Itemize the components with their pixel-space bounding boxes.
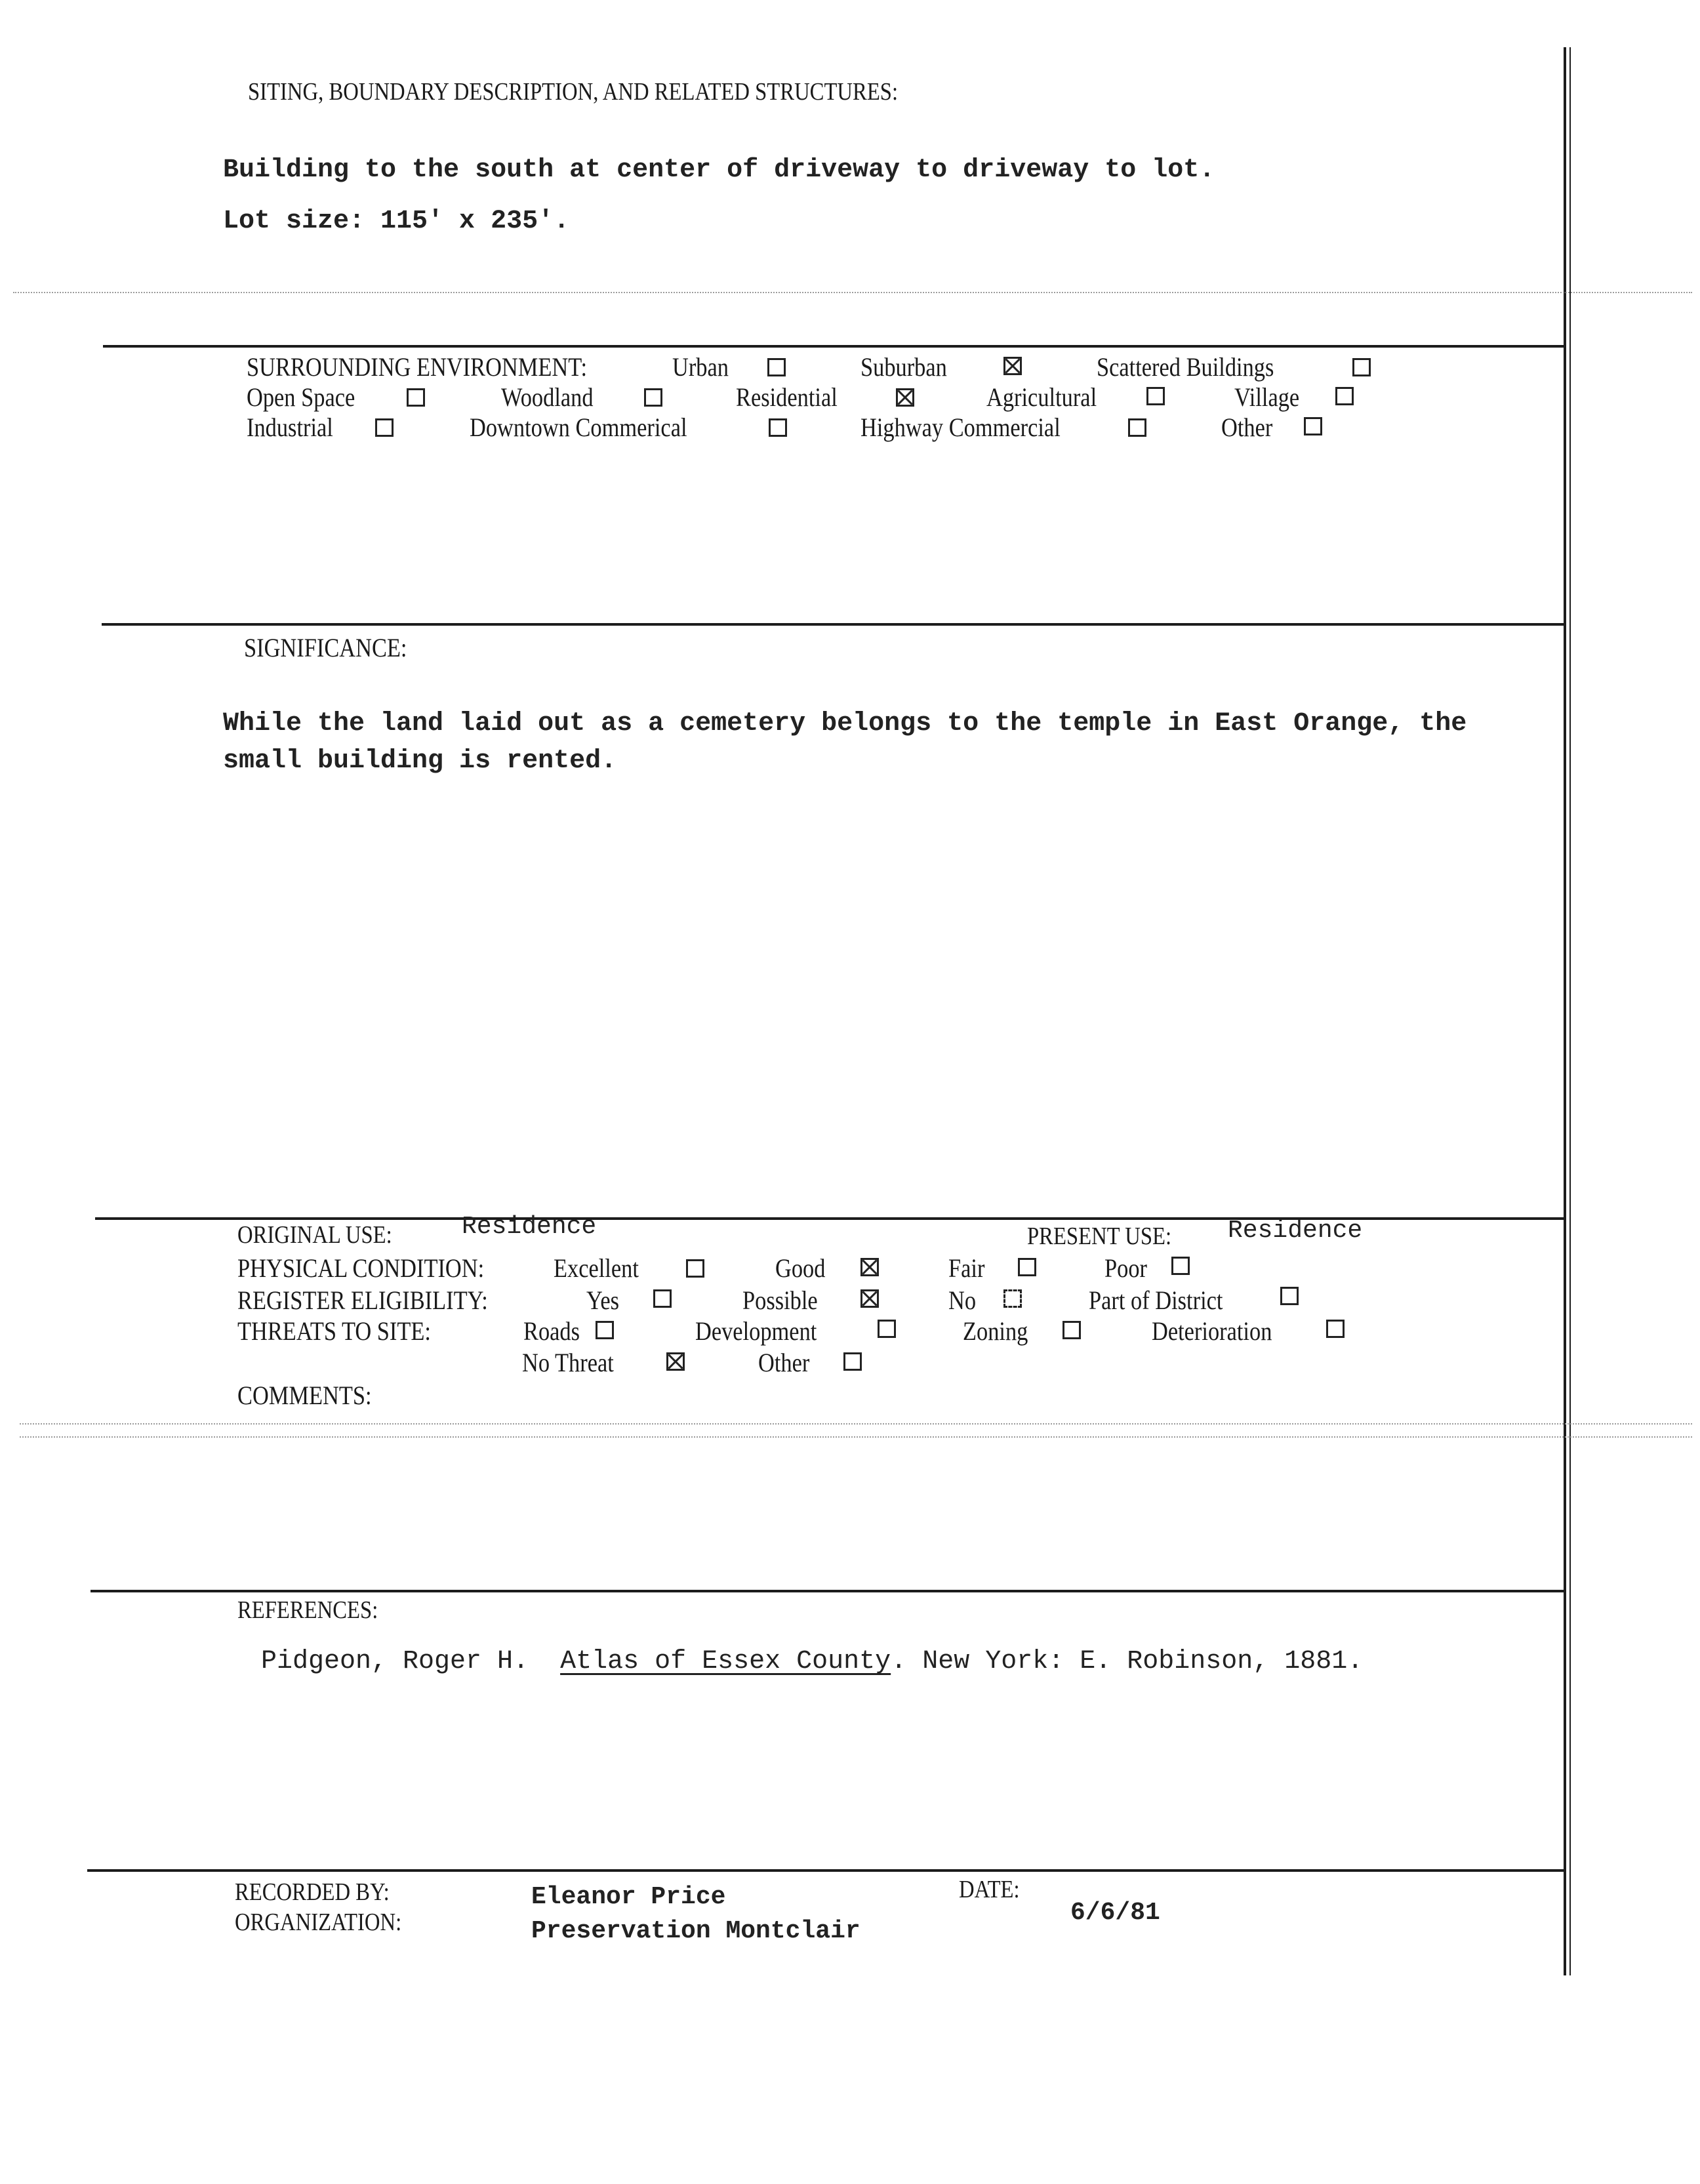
env-option-highway-checkbox[interactable] <box>1128 418 1146 437</box>
faint-dotted-line <box>20 1436 1692 1438</box>
significance-line-2: small building is rented. <box>223 746 617 776</box>
divider-environment <box>103 345 1565 348</box>
reference-publisher: . New York: E. Robinson, 1881. <box>891 1647 1364 1676</box>
faint-dotted-line <box>20 1423 1692 1425</box>
eligibility-part-of-district-label: Part of District <box>1089 1285 1223 1315</box>
recorded-by-value: Eleanor Price <box>531 1883 726 1911</box>
env-option-scattered-checkbox[interactable] <box>1352 358 1371 376</box>
threat-roads-checkbox[interactable] <box>596 1321 614 1339</box>
present-use-label: PRESENT USE: <box>1027 1223 1172 1250</box>
original-use-label: ORIGINAL USE: <box>237 1221 392 1249</box>
env-option-suburban-checkbox[interactable] <box>1003 357 1022 375</box>
threat-development-label: Development <box>695 1316 817 1346</box>
recorded-by-label: RECORDED BY: <box>235 1878 390 1906</box>
env-option-residential-label: Residential <box>736 382 838 412</box>
threat-roads-label: Roads <box>523 1316 580 1346</box>
env-option-village-label: Village <box>1234 382 1300 412</box>
eligibility-possible-checkbox[interactable] <box>860 1289 879 1308</box>
env-option-other-checkbox[interactable] <box>1304 417 1322 435</box>
condition-good-checkbox[interactable] <box>860 1258 879 1276</box>
threat-no-threat-label: No Threat <box>522 1348 614 1377</box>
threat-deterioration-label: Deterioration <box>1152 1316 1272 1346</box>
references-heading: REFERENCES: <box>237 1596 378 1624</box>
condition-poor-checkbox[interactable] <box>1171 1257 1190 1275</box>
present-use-value: Residence <box>1228 1217 1363 1245</box>
comments-label: COMMENTS: <box>237 1381 372 1410</box>
env-option-urban-label: Urban <box>672 352 729 382</box>
threat-zoning-label: Zoning <box>963 1316 1028 1346</box>
threats-label: THREATS TO SITE: <box>237 1316 431 1346</box>
env-option-residential-checkbox[interactable] <box>896 388 914 407</box>
organization-label: ORGANIZATION: <box>235 1909 402 1936</box>
threat-development-checkbox[interactable] <box>878 1320 896 1338</box>
env-option-agricultural-checkbox[interactable] <box>1146 387 1165 405</box>
condition-label: PHYSICAL CONDITION: <box>237 1253 485 1283</box>
eligibility-no-label: No <box>948 1285 977 1315</box>
divider-significance <box>102 623 1565 626</box>
condition-fair-label: Fair <box>948 1253 985 1283</box>
env-option-agricultural-label: Agricultural <box>986 382 1097 412</box>
siting-heading: SITING, BOUNDARY DESCRIPTION, AND RELATED STRUCTURES: <box>248 78 899 106</box>
env-option-woodland-checkbox[interactable] <box>644 388 662 407</box>
condition-excellent-label: Excellent <box>554 1253 639 1283</box>
eligibility-possible-label: Possible <box>742 1285 818 1315</box>
env-option-village-checkbox[interactable] <box>1335 387 1354 405</box>
eligibility-no-checkbox[interactable] <box>1003 1289 1022 1308</box>
threat-deterioration-checkbox[interactable] <box>1326 1320 1345 1338</box>
env-option-scattered-label: Scattered Buildings <box>1097 352 1274 382</box>
env-option-industrial-label: Industrial <box>247 413 333 442</box>
env-option-urban-checkbox[interactable] <box>767 358 786 376</box>
env-option-industrial-checkbox[interactable] <box>375 418 394 437</box>
eligibility-part-of-district-checkbox[interactable] <box>1280 1287 1299 1305</box>
threat-other-checkbox[interactable] <box>843 1352 862 1371</box>
original-use-value: Residence <box>462 1213 597 1241</box>
env-option-open-space-label: Open Space <box>247 382 355 412</box>
divider-recorded <box>87 1869 1565 1872</box>
environment-heading: SURROUNDING ENVIRONMENT: <box>247 352 588 382</box>
significance-line-1: While the land laid out as a cemetery belongs to the temple in East Orange, the <box>223 709 1467 738</box>
threat-other-label: Other <box>758 1348 810 1377</box>
date-value: 6/6/81 <box>1070 1899 1160 1927</box>
significance-heading: SIGNIFICANCE: <box>244 633 407 662</box>
condition-fair-checkbox[interactable] <box>1018 1258 1036 1276</box>
condition-poor-label: Poor <box>1104 1253 1147 1283</box>
condition-good-label: Good <box>775 1253 826 1283</box>
faint-dotted-line <box>13 292 1692 293</box>
right-border-inner <box>1569 47 1571 1975</box>
eligibility-label: REGISTER ELIGIBILITY: <box>237 1285 488 1315</box>
siting-line-2: Lot size: 115' x 235'. <box>223 207 570 236</box>
right-border-outer <box>1564 47 1566 1975</box>
env-option-highway-label: Highway Commercial <box>860 413 1061 442</box>
env-option-suburban-label: Suburban <box>860 352 947 382</box>
env-option-downtown-checkbox[interactable] <box>769 418 787 437</box>
eligibility-yes-checkbox[interactable] <box>653 1289 672 1308</box>
env-option-other-label: Other <box>1221 413 1273 442</box>
eligibility-yes-label: Yes <box>586 1285 620 1315</box>
threat-zoning-checkbox[interactable] <box>1062 1321 1081 1339</box>
reference-title: Atlas of Essex County <box>560 1647 891 1676</box>
organization-value: Preservation Montclair <box>531 1917 860 1945</box>
reference-entry <box>261 1649 1363 1675</box>
reference-author: Pidgeon, Roger H. <box>261 1647 529 1676</box>
siting-line-1: Building to the south at center of driveway to driveway to lot. <box>223 155 1215 185</box>
env-option-open-space-checkbox[interactable] <box>407 388 425 407</box>
env-option-downtown-label: Downtown Commerical <box>470 413 687 442</box>
threat-no-threat-checkbox[interactable] <box>666 1352 685 1371</box>
divider-references <box>91 1590 1565 1592</box>
condition-excellent-checkbox[interactable] <box>686 1259 704 1278</box>
env-option-woodland-label: Woodland <box>501 382 594 412</box>
date-label: DATE: <box>959 1876 1020 1903</box>
